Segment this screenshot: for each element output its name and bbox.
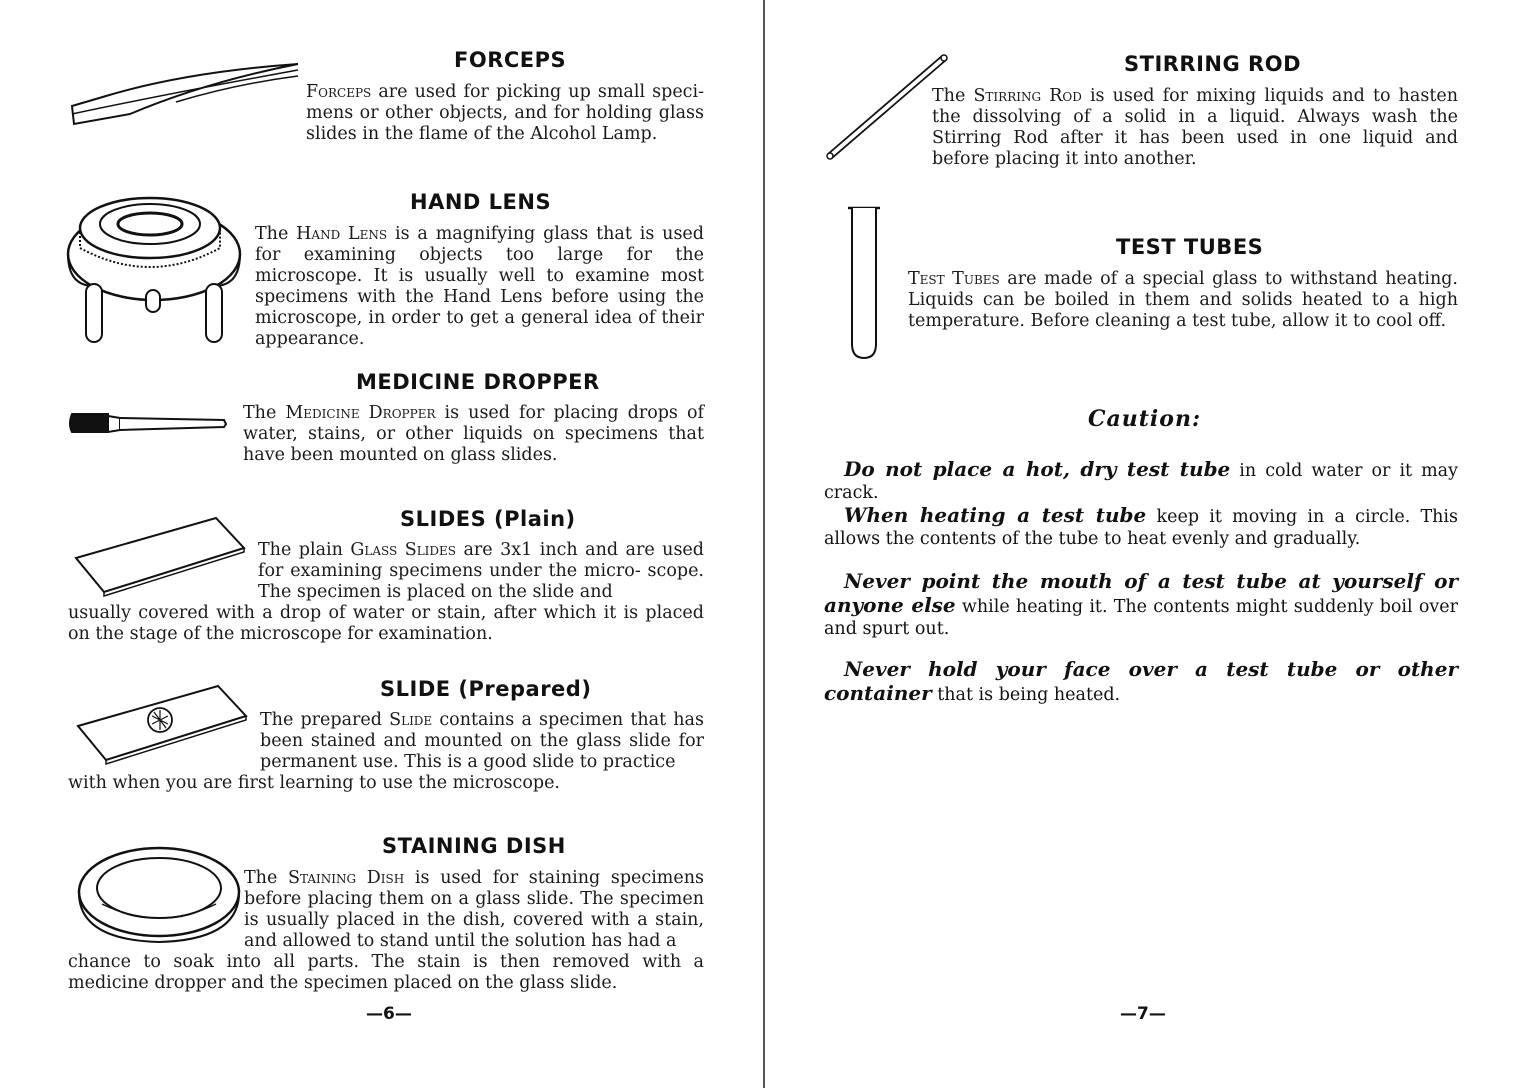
stirring-rod-text: is used for mixing liquids and to hasten the dissolving of a solid in a liquid. Always wash the Stirring Rod after it has been used in one liquid and before placing it into another. [932,86,1458,169]
forceps-description [306,82,704,145]
hand-lens-text: is a magnifying glass that is used for examining objects too large for the microscope. It is usually well to examine most specimens with the Hand Lens before using the microscope, in order to get a general idea of their appearance. [255,224,704,349]
caution-text: while heating it. The contents might suddenly boil over and spurt out. [824,597,1459,639]
hand-lens-illustration [64,186,244,348]
caution-heading: Caution: [1088,406,1202,432]
slides-plain-text: are 3x1 inch and are used for examining specimens under the micro- scope. The specimen is placed on the slide and [258,540,704,602]
medicine-dropper-description [243,403,704,466]
staining-dish-continuation: chance to soak into all parts. The stain is then removed with a medicine dropper and the specimen placed on the glass slide. [68,952,704,993]
staining-dish-heading: STAINING DISH [382,834,566,858]
slide-prepared-term: Slide [389,710,433,730]
slides-plain-description [258,540,704,603]
hand-lens-heading: HAND LENS [410,190,552,214]
forceps-text: are used for picking up small speci- mens or other objects, and for holding glass slides in the flame of the Alcohol Lamp. [306,82,704,144]
staining-dish-text: is used for staining specimens before placing them on a glass slide. The specimen is usually placed in the dish, covered with a stain, and allowed to stand until the solution has had a [244,868,704,951]
prepared-slide-illustration [74,682,252,766]
test-tube-illustration [844,200,884,364]
caution-emphasis: Never hold your face over a test tube or other container [824,657,1458,705]
page-gutter [763,0,765,1088]
hand-lens-term: Hand Lens [296,224,388,244]
stirring-rod-heading: STIRRING ROD [1124,52,1301,76]
hand-lens-description [255,224,704,350]
medicine-dropper-illustration [68,408,230,438]
slide-prepared-heading: SLIDE (Prepared) [380,677,592,701]
test-tubes-text: are made of a special glass to withstand heating. Liquids can be boiled in them and solids heated to a high temperature. Before cleaning a test tube, allow it to cool off. [908,269,1458,331]
plain-slide-illustration [72,514,250,598]
caution-item [824,570,1458,640]
medicine-dropper-heading: MEDICINE DROPPER [356,370,600,394]
slide-prepared-lead: The prepared [260,710,390,730]
caution-emphasis: Never point the mouth of a test tube at yourself or anyone else [824,569,1458,617]
page-number-left: —6— [366,1004,412,1024]
forceps-illustration [66,58,306,130]
medicine-dropper-text: is used for placing drops of water, stains, or other liquids on specimens that have been mounted on glass slides. [243,403,704,465]
forceps-heading: FORCEPS [454,48,567,72]
page-number-right: —7— [1120,1004,1166,1024]
caution-text: in cold water or it may crack. [824,461,1459,503]
caution-text: that is being heated. [931,685,1121,705]
stirring-rod-description [932,86,1458,170]
stirring-rod-term: Stirring Rod [973,86,1082,106]
caution-emphasis: When heating a test tube [844,503,1147,527]
left-page [0,0,764,1088]
caution-item [824,658,1458,706]
slide-prepared-description [260,710,704,773]
right-page [766,0,1538,1088]
slides-plain-continuation: usually covered with a drop of water or stain, after which it is placed on the stage of the microscope for examination. [68,603,704,644]
stirring-rod-lead: The [932,86,974,106]
test-tubes-term: Test Tubes [908,269,1000,289]
staining-dish-illustration [76,844,242,948]
staining-dish-description [244,868,704,952]
slides-plain-term: Glass Slides [350,540,456,560]
medicine-dropper-lead: The [243,403,286,423]
test-tubes-description [908,269,1458,332]
caution-item [824,458,1458,504]
slides-plain-heading: SLIDES (Plain) [400,507,576,531]
medicine-dropper-term: Medicine Dropper [285,403,436,423]
test-tubes-heading: TEST TUBES [1116,235,1264,259]
caution-item [824,504,1458,550]
staining-dish-term: Staining Dish [288,868,405,888]
hand-lens-lead: The [255,224,297,244]
staining-dish-lead: The [244,868,288,888]
caution-emphasis: Do not place a hot, dry test tube [844,457,1231,481]
caution-text: keep it moving in a circle. This allows the contents of the tube to heat evenly and gradually. [824,507,1459,549]
slides-plain-lead: The plain [258,540,351,560]
slide-prepared-continuation: with when you are first learning to use the microscope. [68,773,560,793]
forceps-term: Forceps [306,82,372,102]
slide-prepared-text: contains a specimen that has been stained and mounted on the glass slide for permanent use. This is a good slide to practice [260,710,704,772]
